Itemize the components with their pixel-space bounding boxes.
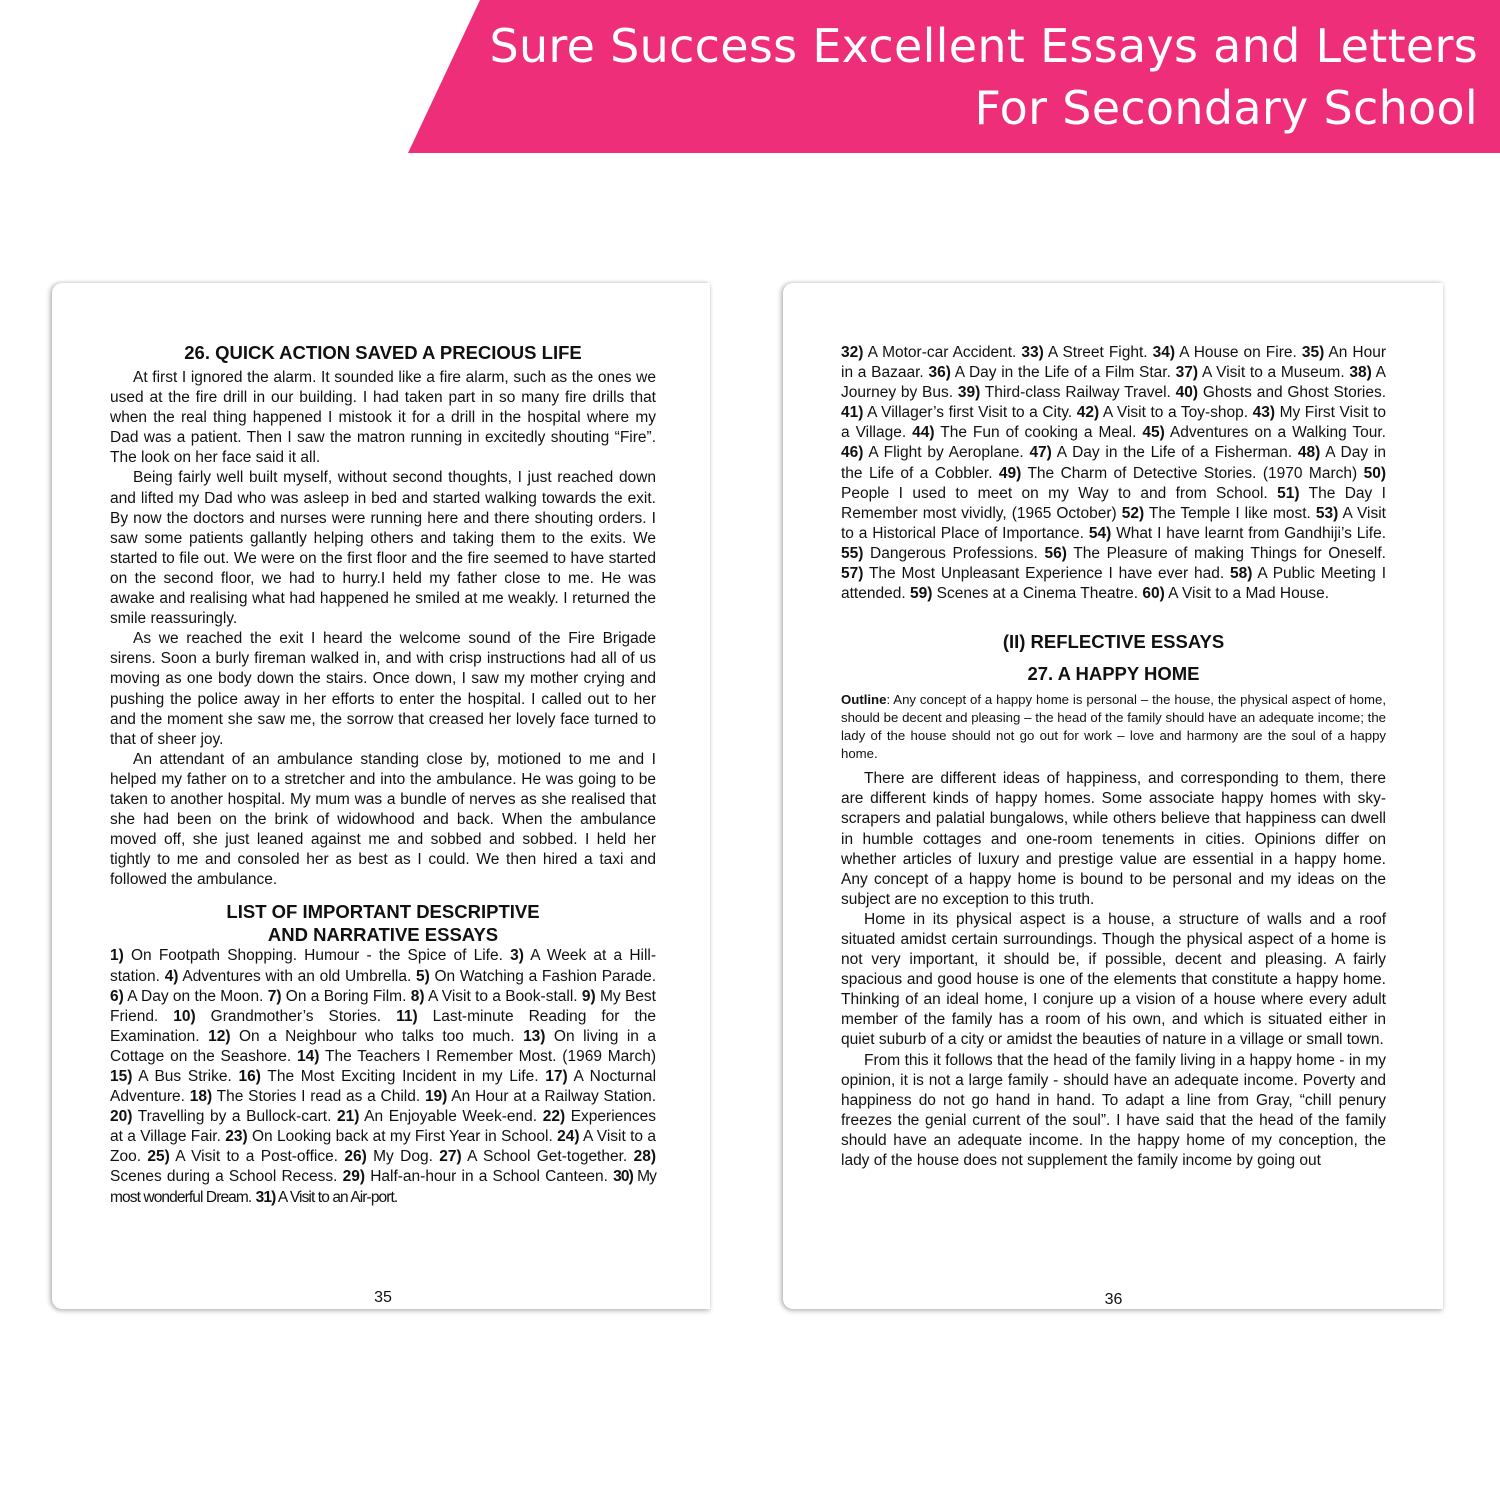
list-item-number: 42) [1076, 404, 1100, 422]
list-item-text: The Fun of cooking a Meal. [934, 424, 1137, 442]
list-item-text: My Best Friend. [110, 987, 656, 1025]
list-item-number: 32) [841, 344, 864, 361]
list-item-number: 26) [344, 1148, 367, 1166]
section-title: (II) REFLECTIVE ESSAYS [1002, 631, 1225, 653]
list-item-text: Half-an-hour in a School Canteen. [365, 1168, 608, 1186]
list-item-text: Third-class Railway Travel. [980, 384, 1171, 402]
list-item-number: 40) [1175, 384, 1199, 402]
page-35-text-column [110, 341, 657, 1306]
list-item-number: 49) [998, 464, 1022, 482]
outline-label: Outline [841, 692, 887, 708]
essay-topic-list-continued [841, 343, 1386, 604]
list-item-number: 9) [581, 987, 596, 1005]
list-item-text: Grandmother’s Stories. [195, 1007, 382, 1025]
list-item [110, 988, 263, 1005]
list-item-text: The Most Exciting Incident in my Life. [260, 1068, 539, 1085]
list-item [110, 1108, 331, 1125]
essay-title-27: 27. A HAPPY HOME [1027, 663, 1200, 685]
list-item-text: Adventures with an old Umbrella. [178, 967, 412, 985]
list-item-text: A Bus Strike. [132, 1068, 232, 1085]
list-item-number: 18) [189, 1088, 213, 1106]
list-item-number: 57) [841, 565, 864, 583]
essay-paragraph: Home in its physical aspect is a house, a structure of walls and a roof situated amidst certain surroundings. Though the physical aspect of a home is not very important, it should be, if possible, decent and pleasing. A fairly spacious and good house is one of the elements that constitute a happy home. Thinking of an ideal home, I conjure up a vision of a house where every adult member of the family has a room of his own, and which is situated either in quiet suburb of a city or amidst the beauties of nature in a village or small town. [841, 910, 1386, 1049]
list-item-text: Last-minute Reading for the Examination. [110, 1007, 657, 1045]
essay-outline [841, 691, 1386, 763]
list-item [1044, 545, 1386, 562]
list-item [1089, 525, 1386, 542]
list-item-text: On living in a Cottage on the Seashore. [110, 1027, 656, 1065]
list-item-text: The Pleasure of making Things for Oneself. [1066, 544, 1386, 562]
list-item-number: 55) [841, 544, 864, 562]
list-item [841, 565, 1224, 582]
list-item-number: 47) [1029, 444, 1052, 462]
list-item [439, 1148, 627, 1165]
list-item-text: A Public Meeting I attended. [841, 565, 1386, 603]
list-item-text: A Villager’s first Visit to a City. [863, 404, 1073, 422]
page-number: 35 [374, 1289, 392, 1306]
list-item [1176, 364, 1345, 381]
list-item-text: The Teachers I Remember Most. (1969 March) [319, 1047, 656, 1065]
essay-title-26: 26. QUICK ACTION SAVED A PRECIOUS LIFE [184, 342, 582, 363]
list-item-text: A Motor-car Accident. [863, 344, 1017, 361]
list-item-number: 22) [542, 1108, 566, 1126]
list-item-number: 38) [1349, 364, 1372, 382]
list-item [337, 1108, 537, 1125]
list-item-text: A Day in the Life of a Fisherman. [1051, 444, 1293, 462]
list-item [225, 1128, 553, 1145]
list-item-text: Experiences at a Village Fair. [110, 1108, 657, 1146]
list-item [1142, 424, 1386, 441]
list-item-text: A Visit to a Mad House. [1164, 585, 1330, 603]
list-item [1142, 585, 1329, 602]
list-item-text: The Stories I read as a Child. [212, 1088, 421, 1106]
list-item-number: 27) [439, 1148, 462, 1166]
book-page-36 [783, 283, 1443, 1309]
list-item [268, 988, 407, 1005]
list-item-text: The Charm of Detective Stories. (1970 March) [1021, 464, 1358, 482]
list-title-line-2: AND NARRATIVE ESSAYS [267, 924, 499, 946]
list-item-number: 33) [1021, 344, 1044, 361]
list-item [208, 1028, 515, 1045]
list-item-text: A Flight by Aeroplane. [863, 444, 1024, 462]
list-item-text: A Day in the Life of a Film Star. [950, 364, 1171, 382]
list-item [999, 465, 1357, 482]
list-item-text: On Footpath Shopping. Humour - the Spice of Life. [123, 947, 503, 965]
list-item-number: 60) [1142, 585, 1165, 603]
list-item-number: 16) [238, 1068, 261, 1085]
list-item-number: 23) [225, 1128, 248, 1146]
list-item-number: 52) [1121, 504, 1145, 522]
list-item-text: On a Neighbour who talks too much. [230, 1027, 515, 1045]
list-item-number: 54) [1088, 524, 1112, 542]
banner-title-line-2: For Secondary School [974, 81, 1478, 135]
list-item-text: A Visit to a Book-stall. [424, 987, 578, 1005]
list-item [344, 1148, 433, 1165]
list-item-text: Scenes during a School Recess. [110, 1168, 338, 1186]
list-item [343, 1168, 608, 1185]
list-item-text: My First Visit to a Village. [841, 404, 1386, 442]
list-item-number: 12) [208, 1027, 231, 1045]
page-36-text-column [841, 343, 1387, 1308]
list-item-number: 5) [416, 967, 430, 985]
list-item-number: 53) [1315, 504, 1339, 522]
essay-paragraph: Being fairly well built myself, without second thoughts, I just reached down and lifted my Dad who was asleep in bed and started walking towards the exit. By now the doctors and nurses were running here and there shouting orders. I saw some patients gallantly helping others and taking them to the exits. We started to file out. We were on the first floor and the fire seemed to have started on the second floor, we had to hurry.I held my father close to me. He was awake and realising what had happened he smiled at me weakly. I returned the smile reassuringly. [110, 469, 656, 628]
list-item-text: On Watching a Fashion Parade. [429, 967, 657, 985]
list-item-number: 7) [267, 987, 282, 1005]
list-item-text: Travelling by a Bullock-cart. [132, 1108, 332, 1126]
list-item-text: A Visit to a Post-office. [169, 1148, 338, 1166]
list-item-number: 29) [342, 1168, 366, 1186]
list-item-number: 17) [545, 1068, 568, 1085]
list-item-text: On a Boring Film. [281, 987, 407, 1005]
list-item-text: Scenes at a Cinema Theatre. [932, 585, 1139, 603]
list-item [928, 364, 1170, 381]
list-item [239, 1068, 539, 1085]
list-item [416, 968, 656, 985]
list-item-text: A Journey by Bus. [841, 364, 1386, 402]
list-item-text: A Visit to a Toy-shop. [1099, 404, 1249, 422]
list-item [425, 1088, 656, 1105]
essay-paragraph: As we reached the exit I heard the welcome sound of the Fire Brigade sirens. Soon a burly fireman walked in, and with crisp instructions had all of us moving as one body down the stairs. Once down, I saw my mother crying and pushing the police away in her efforts to enter the hospital. I called out to her and the moment she saw me, the sorrow that creased her lovely face turned to that of sheer joy. [110, 630, 656, 748]
list-item-text: The Day I Remember most vividly, (1965 October) [841, 484, 1386, 522]
list-item-number: 46) [841, 444, 864, 462]
list-item-number: 1) [110, 947, 124, 965]
list-item-number: 56) [1044, 544, 1067, 562]
list-item-number: 41) [841, 404, 864, 422]
list-item [910, 585, 1138, 602]
list-item [841, 344, 1016, 361]
list-item [1153, 344, 1297, 361]
list-item [958, 384, 1171, 401]
list-item-text: A Visit to an Air-port. [275, 1188, 398, 1206]
list-item-number: 20) [110, 1108, 133, 1126]
list-item-number: 31) [255, 1188, 276, 1206]
list-item [841, 444, 1024, 461]
list-title [110, 900, 656, 946]
list-item-text: An Hour at a Railway Station. [447, 1088, 657, 1106]
list-item-number: 45) [1142, 424, 1165, 442]
list-item-text: My most wonderful Dream. [110, 1168, 656, 1206]
list-item-number: 51) [1277, 484, 1300, 502]
list-item-number: 36) [928, 364, 951, 382]
essay-paragraph: From this it follows that the head of the family living in a happy home - in my opinion, it is not a large family - should have an adequate income. Poverty and happiness do not go hand in hand. To adapt a line from Gray, “chill penury freezes the genial current of the soul”. I have said that the head of the family should have an adequate income. In the happy home of my conception, the lady of the house does not supplement the family income by going out [841, 1051, 1386, 1169]
list-item [110, 1068, 232, 1085]
list-item-number: 14) [297, 1047, 320, 1065]
list-item-text: A Week at a Hill-station. [110, 947, 657, 985]
list-item-text: A Visit to a Zoo. [110, 1128, 656, 1166]
list-item [912, 424, 1136, 441]
list-item-number: 15) [110, 1068, 133, 1085]
list-item [1176, 384, 1386, 401]
list-item-number: 30) [613, 1168, 633, 1186]
list-item [110, 947, 503, 964]
essay-paragraph: There are different ideas of happiness, and corresponding to them, there are different kinds of happy homes. Some associate happy homes with sky-scrapers and palatial bungalows, while others believe that happiness can dwell in humble cottages and one-room tenements in cities. Opinions differ on whether articles of luxury and prestige value are essential in a happy home. Any concept of a happy home is bound to be personal and my ideas on the subject are no exception to this truth. [841, 770, 1386, 908]
list-item-number: 10) [173, 1007, 196, 1025]
list-item [1021, 344, 1147, 361]
list-item [147, 1148, 338, 1165]
list-item [841, 404, 1072, 421]
list-item-number: 58) [1230, 565, 1253, 583]
list-item-number: 4) [164, 967, 179, 985]
list-item-number: 34) [1152, 344, 1176, 361]
list-item [165, 968, 412, 985]
list-item-number: 21) [337, 1108, 360, 1126]
list-item-text: A Day in the Life of a Cobbler. [841, 444, 1386, 482]
list-item-text: A School Get-together. [461, 1148, 628, 1166]
list-item-number: 37) [1175, 364, 1199, 382]
list-item [173, 1008, 381, 1025]
list-item-number: 35) [1301, 344, 1325, 361]
list-item-number: 24) [557, 1128, 580, 1146]
list-item-number: 3) [510, 947, 524, 965]
list-item-text: On Looking back at my First Year in School. [247, 1128, 553, 1146]
list-item-number: 6) [110, 987, 124, 1005]
list-item [1122, 505, 1316, 522]
list-item-text: The Most Unpleasant Experience I have ever had. [863, 565, 1225, 583]
list-item-text: A Visit to a Historical Place of Importance. [841, 504, 1386, 542]
list-item-number: 28) [633, 1148, 656, 1166]
banner-title-line-1: Sure Success Excellent Essays and Letters [489, 19, 1478, 73]
list-item-text: A Nocturnal Adventure. [110, 1068, 657, 1106]
list-item-text: A Day on the Moon. [123, 987, 264, 1005]
list-item-text: A Street Fight. [1043, 344, 1148, 361]
list-item-number: 39) [957, 384, 981, 402]
list-item-number: 19) [424, 1088, 448, 1106]
essay-paragraph: An attendant of an ambulance standing close by, motioned to me and I helped my father on to a stretcher and into the ambulance. He was going to be taken to another hospital. My mum was a bundle of nerves as she realised that she had been on the brink of widowhood and back. When the ambulance moved off, she just leaned against me and sobbed and sobbed. I held her tightly to me and consoled her as best as I could. We then hired a taxi and followed the ambulance. [110, 750, 656, 889]
list-item-text: The Temple I like most. [1144, 504, 1316, 522]
list-item-text: An Hour in a Bazaar. [841, 344, 1386, 382]
list-item-number: 13) [523, 1027, 546, 1045]
list-item-number: 43) [1252, 404, 1276, 422]
list-item-number: 11) [396, 1007, 418, 1025]
page-number: 36 [1104, 1291, 1123, 1308]
outline-text: : Any concept of a happy home is personal – the house, the physical aspect of home, should be decent and pleasing – the head of the family should have an adequate income; the lady of the house should not go out for work – love and harmony are the soul of a happy home. [841, 692, 1386, 762]
essay-topic-list [110, 946, 656, 1207]
list-item [190, 1088, 420, 1105]
list-item-text: A Visit to a Museum. [1198, 364, 1345, 382]
list-item [256, 1189, 398, 1206]
list-item-text: Adventures on a Walking Tour. [1164, 424, 1386, 442]
book-page-35 [52, 283, 710, 1309]
list-item [1077, 404, 1248, 421]
list-item-number: 48) [1297, 444, 1321, 462]
list-item-text: People I used to meet on my Way to and from School. [841, 484, 1268, 502]
list-item [411, 988, 578, 1005]
list-item-text: Ghosts and Ghost Stories. [1198, 384, 1387, 402]
list-item-text: An Enjoyable Week-end. [359, 1108, 538, 1126]
list-item-text: My Dog. [366, 1148, 433, 1166]
list-item-number: 50) [1363, 464, 1386, 482]
list-item [841, 545, 1044, 562]
list-item-text: What I have learnt from Gandhiji’s Life. [1111, 524, 1387, 542]
list-item [1029, 444, 1292, 461]
essay-paragraph: At first I ignored the alarm. It sounded like a fire alarm, such as the ones we used at the fire drill in our building. I had taken part in so many fire drills that when the real thing happened I mistook it for a drill in the hospital where my Dad was a patient. Then I saw the matron running in excitedly shouting “Fire”. The look on her face said it all. [110, 369, 656, 467]
list-item-number: 25) [147, 1148, 170, 1166]
list-item-text: Dangerous Professions. [863, 544, 1045, 562]
list-item-number: 44) [912, 424, 935, 442]
list-item [297, 1048, 656, 1065]
list-item-number: 59) [909, 585, 933, 603]
list-title-line-1: LIST OF IMPORTANT DESCRIPTIVE [226, 901, 540, 923]
list-item-number: 8) [410, 987, 425, 1005]
list-item-text: A House on Fire. [1175, 344, 1297, 361]
